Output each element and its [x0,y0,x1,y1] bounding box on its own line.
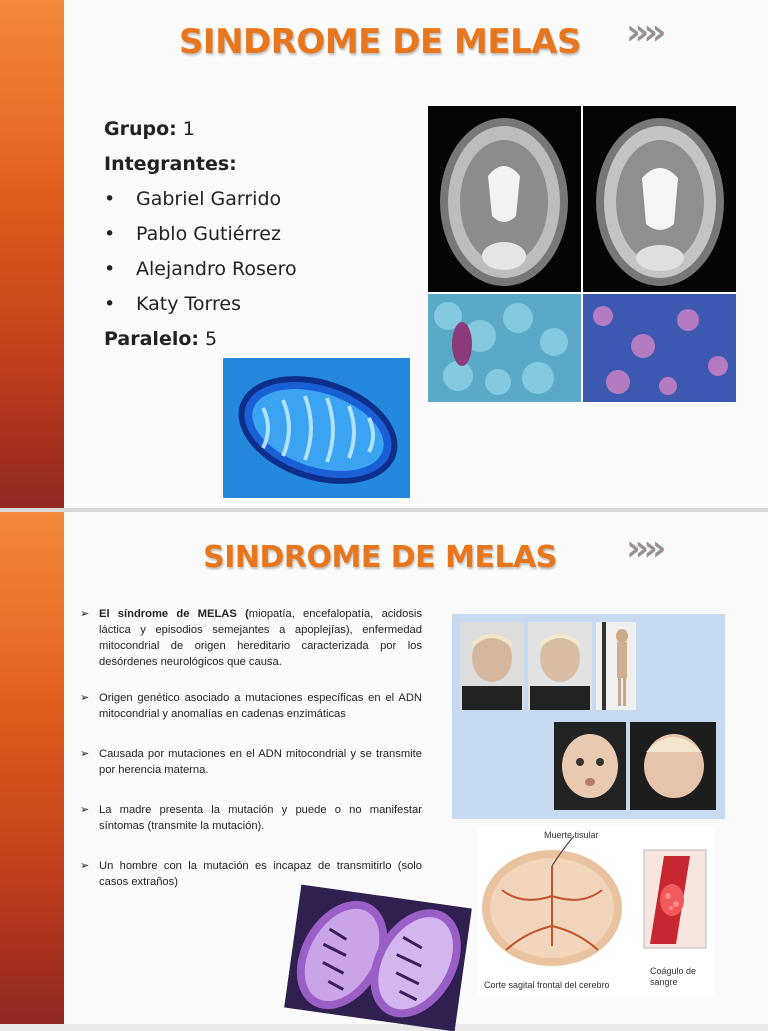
member-name: Pablo Gutiérrez [136,223,281,245]
list-item [80,690,422,722]
paralelo-line [104,322,297,357]
bullet-text: miopatía, encefalopatía, acidosis láctica y episodios semejantes a apoplejías), enfermedad mitocondrial de origen hereditario caracterizada por los desórdenes neurológicos que causa. [99,608,422,668]
sidebar-accent [0,0,64,512]
group-label: Grupo: [104,118,177,140]
slide-1 [0,0,768,512]
bullet-icon: • [104,223,116,245]
members-list [104,182,297,322]
list-item [80,802,422,834]
member-name: Katy Torres [136,293,241,315]
bullet-icon: • [104,188,116,210]
bullet-text: La madre presenta la mutación y puede o no manifestar síntomas (transmite la mutación). [99,804,422,832]
bullet-text: Un hombre con la mutación es incapaz de transmitirlo (solo casos extraños) [99,860,422,888]
group-value: 1 [182,118,195,140]
arrow-icon: ➢ [80,608,90,620]
chevron-icon: »» [626,528,661,569]
paralelo-value: 5 [205,328,218,350]
list-item [80,746,422,778]
bullet-text: Origen genético asociado a mutaciones específicas en el ADN mitocondrial y anomalías en cadenas enzimáticas [99,692,422,720]
slide-2-title: SINDROME DE MELAS [203,540,557,575]
sidebar-accent [0,512,64,1024]
caption-clot: Coágulo de sangre [650,966,697,987]
mitochondria-image [223,358,410,498]
list-item [104,217,297,252]
bullet-icon: • [104,293,116,315]
mri-histology-image [428,106,736,402]
list-item [80,606,422,670]
bullet-icon: • [104,258,116,280]
list-item [104,287,297,322]
members-label: Integrantes: [104,153,237,175]
patient-photos-image [452,614,725,819]
list-item [80,858,422,890]
list-item [104,252,297,287]
chevron-icon: »» [626,12,661,53]
bullet-text: Causada por mutaciones en el ADN mitocondrial y se transmite por herencia materna. [99,748,422,776]
list-item [104,182,297,217]
group-line [104,112,297,147]
slide-1-title: SINDROME DE MELAS [178,22,582,62]
arrow-icon: ➢ [80,804,90,816]
bullet-list [80,606,422,890]
member-name: Alejandro Rosero [136,258,297,280]
arrow-icon: ➢ [80,748,90,760]
caption-tissue-death: Muerte tisular [544,830,599,840]
paralelo-label: Paralelo: [104,328,199,350]
arrow-icon: ➢ [80,860,90,872]
member-name: Gabriel Garrido [136,188,282,210]
arrow-icon: ➢ [80,692,90,704]
mitochondria-purple-image [284,885,472,1031]
group-info [104,112,297,357]
caption-brain-section: Corte sagital frontal del cerebro [484,980,610,990]
members-heading [104,147,297,182]
bullet-lead: El síndrome de MELAS ( [99,608,249,620]
